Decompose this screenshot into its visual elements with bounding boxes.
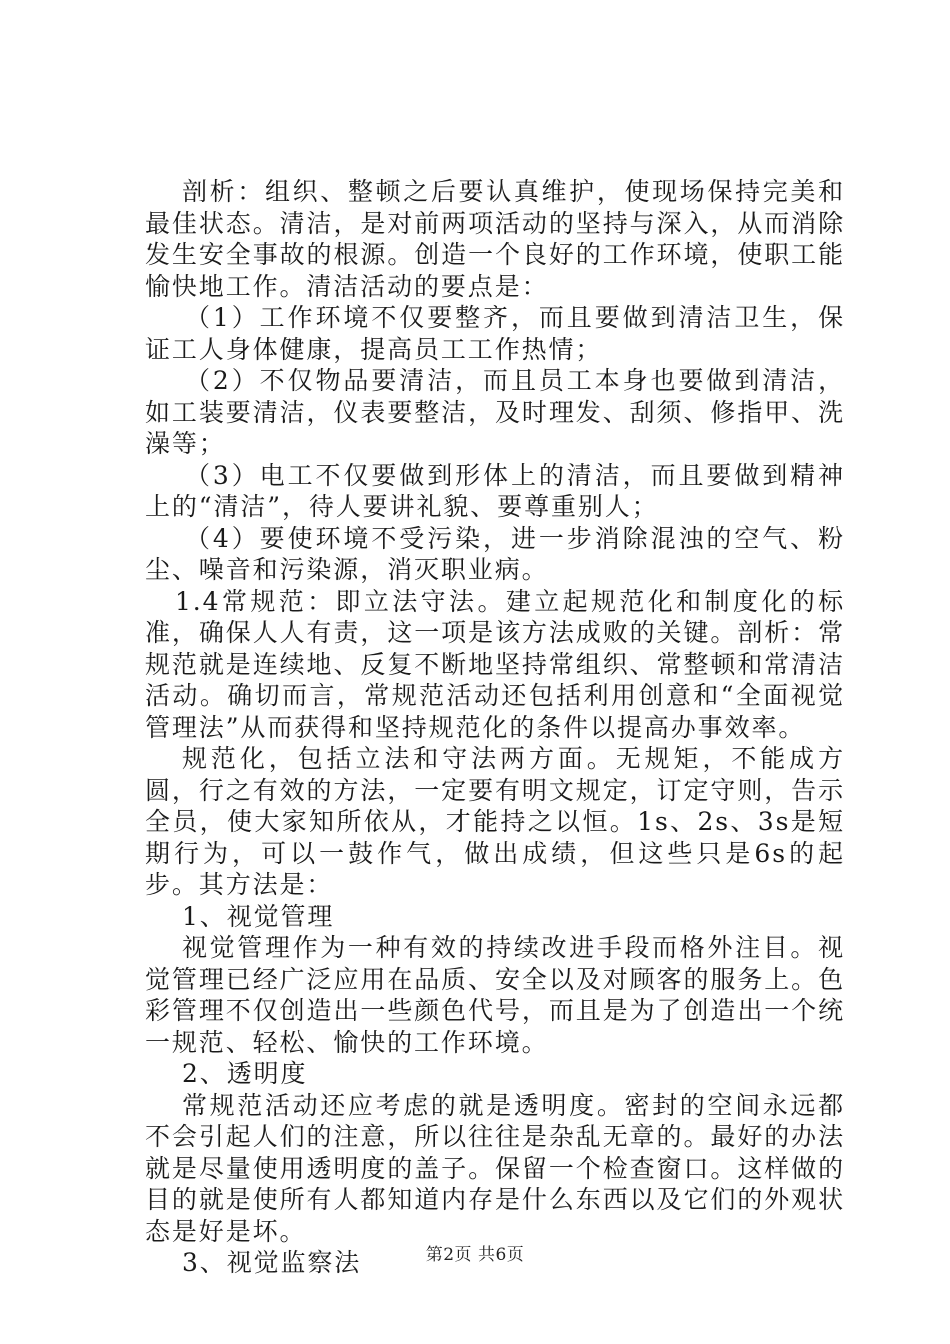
page-number-footer: 第2页 共6页 [425, 1245, 525, 1265]
heading-transparency: 2、透明度 [182, 1059, 308, 1088]
heading-visual-management: 1、视觉管理 [182, 901, 335, 931]
paragraph-analysis: 剖析：组织、整顿之后要认真维护，使现场保持完美和最佳状态。清洁，是对前两项活动的坚持与深入，从而消除发生安全事故的根源。创造一个良好的工作环境，使职工能愉快地工作。清洁活动的要点是： [145, 177, 845, 301]
paragraph-point-1: （1）工作环境不仅要整齐，而且要做到清洁卫生，保证工人身体健康，提高员工工作热情； [145, 303, 845, 364]
paragraph-point-4: （4）要使环境不受污染，进一步消除混浊的空气、粉尘、噪音和污染源，消灭职业病。 [145, 523, 845, 584]
paragraph-point-2: （2）不仅物品要清洁，而且员工本身也要做到清洁，如工装要清洁，仪表要整洁，及时理发、刮须、修指甲、洗澡等； [145, 366, 845, 458]
paragraph-standardization: 规范化，包括立法和守法两方面。无规矩，不能成方圆，行之有效的方法，一定要有明文规定，订定守则，告示全员，使大家知所依从，才能持之以恒。1s、2s、3s是短期行为，可以一鼓作气，做出成绩，但这些只是6s的起步。其方法是： [145, 744, 845, 899]
paragraph-transparency: 常规范活动还应考虑的就是透明度。密封的空间永远都不会引起人们的注意，所以往往是杂乱无章的。最好的办法就是尽量使用透明度的盖子。保留一个检查窗口。这样做的目的就是使所有人都知道内存是什么东西以及它们的外观状态是好是坏。 [145, 1090, 845, 1246]
paragraph-visual-management: 视觉管理作为一种有效的持续改进手段而格外注目。视觉管理已经广泛应用在品质、安全以及对顾客的服务上。色彩管理不仅创造出一些颜色代号，而且是为了创造出一个统一规范、轻松、愉快的工作环境。 [145, 933, 845, 1057]
heading-visual-inspection: 3、视觉监察法 [182, 1248, 362, 1277]
paragraph-section-1-4: 1.4常规范：即立法守法。建立起规范化和制度化的标准，确保人人有责，这一项是该方法成败的关键。剖析：常规范就是连续地、反复不断地坚持常组织、常整顿和常清洁活动。确切而言，常规范活动还包括利用创意和“全面视觉管理法”从而获得和坚持规范化的条件以提高办事效率。 [145, 586, 845, 742]
paragraph-point-3: （3）电工不仅要做到形体上的清洁，而且要做到精神上的“清洁”，待人要讲礼貌、要尊重别人； [145, 460, 845, 521]
document-body [145, 176, 845, 1279]
